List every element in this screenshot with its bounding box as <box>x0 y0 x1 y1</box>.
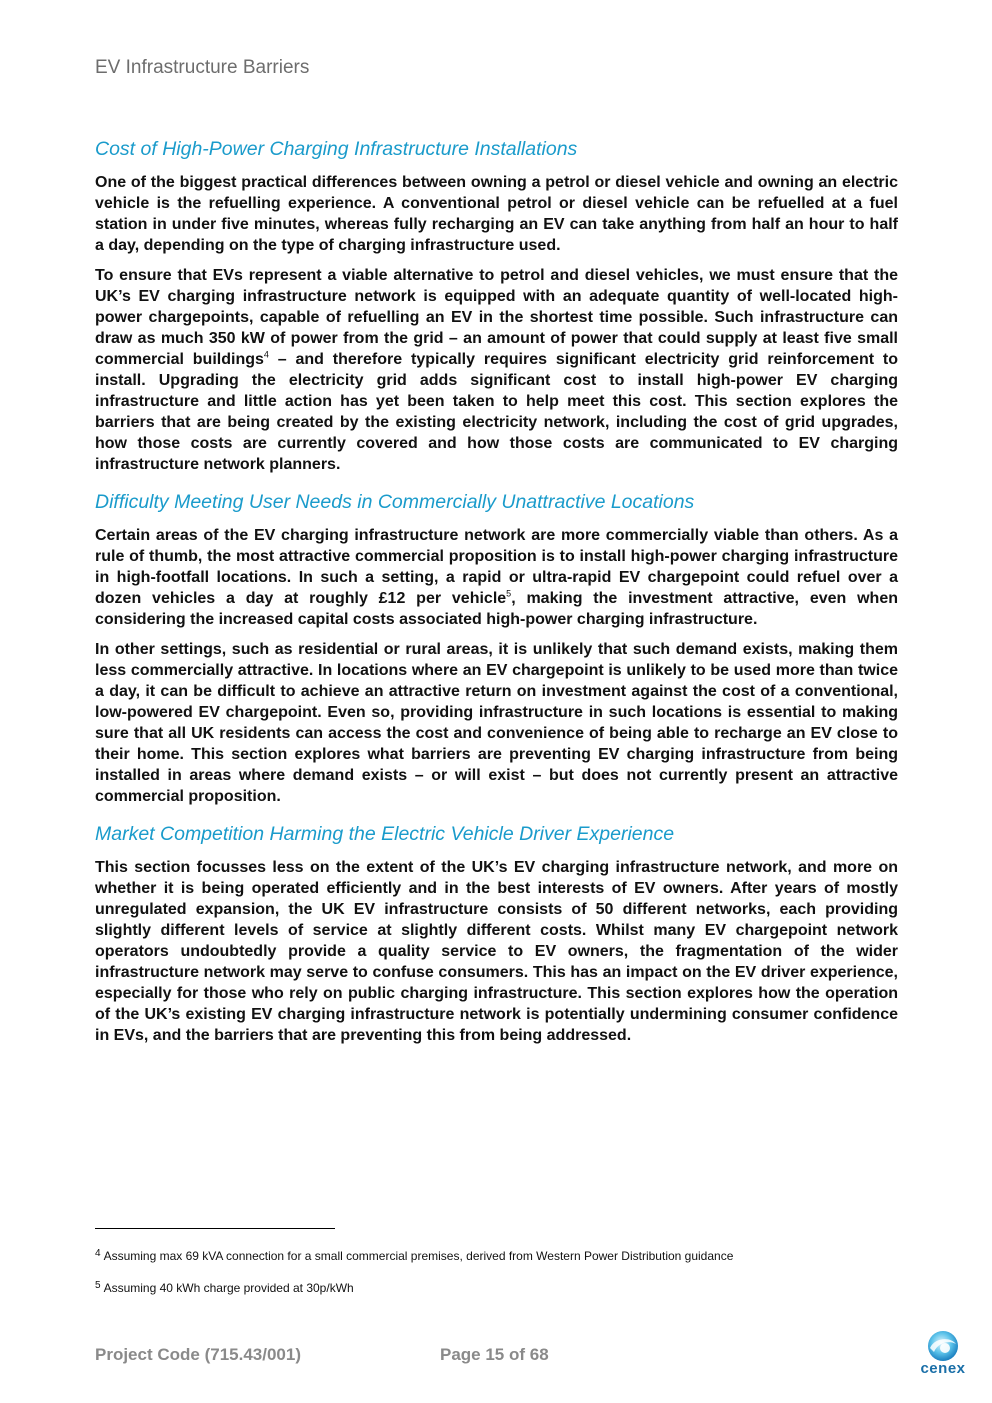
footnote-ref[interactable]: 4 <box>263 349 269 360</box>
cenex-logo <box>912 1330 974 1380</box>
footnote <box>95 1280 354 1295</box>
section-user-needs <box>95 489 898 807</box>
paragraph: One of the biggest practical differences between owning a petrol or diesel vehicle and owning an electric vehicle is the refuelling experience. A conventional petrol or diesel vehicle can be refuelled at a fuel station in under five minutes, whereas fully recharging an EV can take anything from half an hour to half a day, depending on the type of charging infrastructure used. <box>95 174 898 254</box>
section-grid-costs <box>95 136 898 475</box>
section-market-competition <box>95 821 898 1046</box>
project-code: Project Code (715.43/001) <box>95 1345 301 1364</box>
footnote-text: Assuming 40 kWh charge provided at 30p/kWh <box>103 1281 354 1295</box>
paragraph-text: Certain areas of the EV charging infrastructure network are more commercially viable than others. As a rule of thumb, the most attractive commercial proposition is to install high-power charging infrastructure in high-footfall locations. In such a setting, a rapid or ultra-rapid EV chargepoint could refuel over a dozen vehicles a day at roughly £12 per vehicle <box>95 527 898 607</box>
logo-wordmark: cenex <box>920 1360 966 1377</box>
footnote <box>95 1248 733 1263</box>
running-header: EV Infrastructure Barriers <box>95 57 310 78</box>
paragraph-text: , making the investment attractive, even when considering the increased capital costs associated high-power charging infrastructure. <box>95 590 898 628</box>
footnote-divider <box>95 1228 335 1229</box>
footnote-text: Assuming max 69 kVA connection for a small commercial premises, derived from Western Power Distribution guidance <box>103 1249 734 1263</box>
footnote-number: 4 <box>95 1248 101 1259</box>
paragraph <box>95 525 898 630</box>
section-heading: Cost of High-Power Charging Infrastructure Installations <box>95 138 578 160</box>
logo-swirl-icon <box>912 1330 974 1364</box>
page-number: Page 15 of 68 <box>440 1345 549 1364</box>
paragraph <box>95 265 898 475</box>
paragraph-text: – and therefore typically requires significant electricity grid reinforcement to install. Upgrading the electricity grid adds significant cost to install high-power EV charging infrastructure and little action has yet been taken to help meet this cost. This section explores the barriers that are being created by the existing electricity network, including the cost of grid upgrades, how those costs are currently covered and how those costs are communicated to EV charging infrastructure network planners. <box>95 351 898 473</box>
section-heading: Difficulty Meeting User Needs in Commercially Unattractive Locations <box>95 491 695 513</box>
paragraph-text: To ensure that EVs represent a viable alternative to petrol and diesel vehicles, we must ensure that the UK’s EV charging infrastructure network is equipped with an adequate quantity of well-located high-power chargepoints, capable of refuelling an EV in the shortest time possible. Such infrastructure can draw as much 350 kW of power from the grid – an amount of power that could supply at least five small commercial buildings <box>95 267 898 368</box>
footnote-ref[interactable]: 5 <box>506 588 512 599</box>
paragraph: This section focusses less on the extent of the UK’s EV charging infrastructure network, and more on whether it is being operated efficiently and in the best interests of EV owners. After years of mostly unregulated expansion, the UK EV infrastructure consists of 50 different networks, each providing slightly different levels of service at slightly different costs. Whilst many EV chargepoint network operators undoubtedly provide a quality service to EV owners, the fragmentation of the wider infrastructure network may serve to confuse consumers. This has an impact on the EV driver experience, especially for those who rely on public charging infrastructure. This section explores how the operation of the UK’s existing EV charging infrastructure network is potentially undermining consumer confidence in EVs, and the barriers that are preventing this from being addressed. <box>95 859 898 1044</box>
footnote-number: 5 <box>95 1280 101 1291</box>
section-heading: Market Competition Harming the Electric Vehicle Driver Experience <box>95 823 675 845</box>
paragraph: In other settings, such as residential or rural areas, it is unlikely that such demand exists, making them less commercially attractive. In locations where an EV chargepoint is unlikely to be used more than twice a day, it can be difficult to achieve an attractive return on investment against the cost of a conventional, low-powered EV chargepoint. Even so, providing infrastructure in such locations is essential to making sure that all UK residents can access the cost and convenience of being able to recharge an EV close to their home. This section explores what barriers are preventing EV charging infrastructure from being installed in areas where demand exists – or will exist – but does not currently present an attractive commercial proposition. <box>95 641 898 805</box>
main-content <box>95 136 898 1060</box>
